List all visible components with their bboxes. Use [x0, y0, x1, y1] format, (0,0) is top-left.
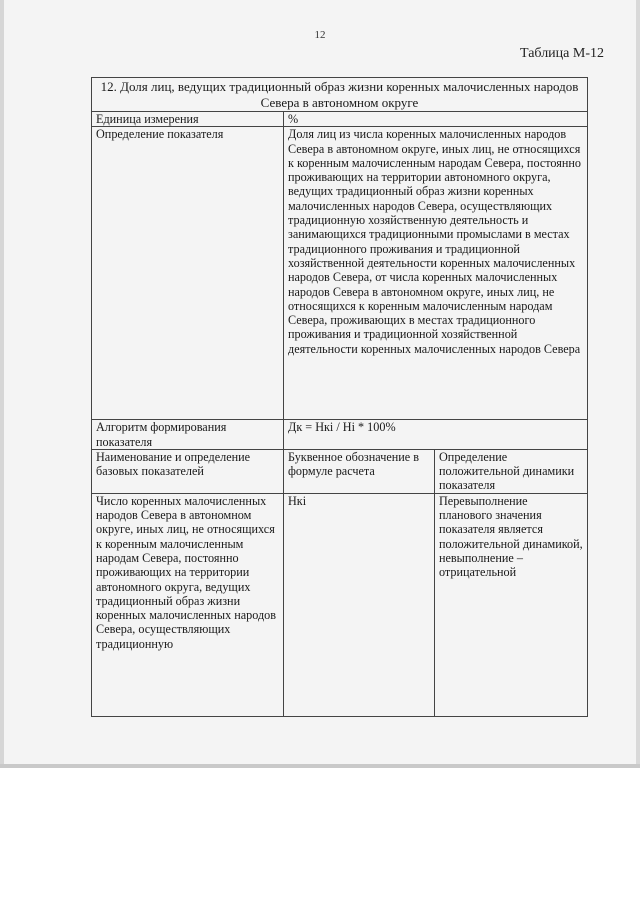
page-left-edge — [0, 0, 4, 768]
unit-row — [92, 112, 588, 127]
indicator-title: 12. Доля лиц, ведущих традиционный образ жизни коренных малочисленных народов Севера в автономном округе — [92, 78, 588, 112]
page-number: 12 — [314, 29, 326, 41]
base-indicator-symbol: Нкi — [284, 493, 435, 716]
definition-row — [92, 127, 588, 420]
header-letter-symbol: Буквенное обозначение в формуле расчета — [284, 449, 435, 493]
table-row — [92, 493, 588, 716]
algorithm-row — [92, 420, 588, 450]
header-base-indicator-name: Наименование и определение базовых показателей — [92, 449, 284, 493]
base-indicator-dynamics: Перевыполнение планового значения показателя является положительной динамикой, невыполнение – отрицательной — [435, 493, 588, 716]
table-title-row — [92, 78, 588, 112]
definition-value: Доля лиц из числа коренных малочисленных народов Севера в автономном округе, иных лиц, не относящихся к коренным малочисленным народам Севера, постоянно проживающих на территории автономного округа, ведущих традиционный образ жизни коренных малочисленных народов Севера, осуществляющих традиционную хозяйственную деятельность и занимающихся традиционными промыслами в местах традиционного проживания и традиционной хозяйственной деятельности коренных малочисленных народов Севера, от числа коренных малочисленных народов Севера в автономном округе, иных лиц, не относящихся к коренным малочисленным народам Севера, проживающих в местах традиционного проживания и традиционной хозяйственной деятельности коренных малочисленных народов Севера — [284, 127, 588, 420]
unit-label: Единица измерения — [92, 112, 284, 127]
base-indicator-name: Число коренных малочисленных народов Севера в автономном округе, иных лиц, не относящихся к коренным малочисленным народам Севера, постоянно проживающих на территории автономного округа, ведущих традиционный образ жизни коренных малочисленных народов Севера, осуществляющих традиционную — [92, 493, 284, 716]
algorithm-label: Алгоритм формирования показателя — [92, 420, 284, 450]
indicator-table — [91, 77, 588, 717]
base-table-header-row — [92, 449, 588, 493]
table-label: Таблица М-12 — [520, 46, 604, 61]
page-right-edge — [636, 0, 640, 768]
definition-label: Определение показателя — [92, 127, 284, 420]
page-bottom-edge — [0, 764, 640, 768]
unit-value: % — [284, 112, 588, 127]
header-positive-dynamics: Определение положительной динамики показателя — [435, 449, 588, 493]
algorithm-formula: Дк = Нкi / Нi * 100% — [284, 420, 588, 450]
